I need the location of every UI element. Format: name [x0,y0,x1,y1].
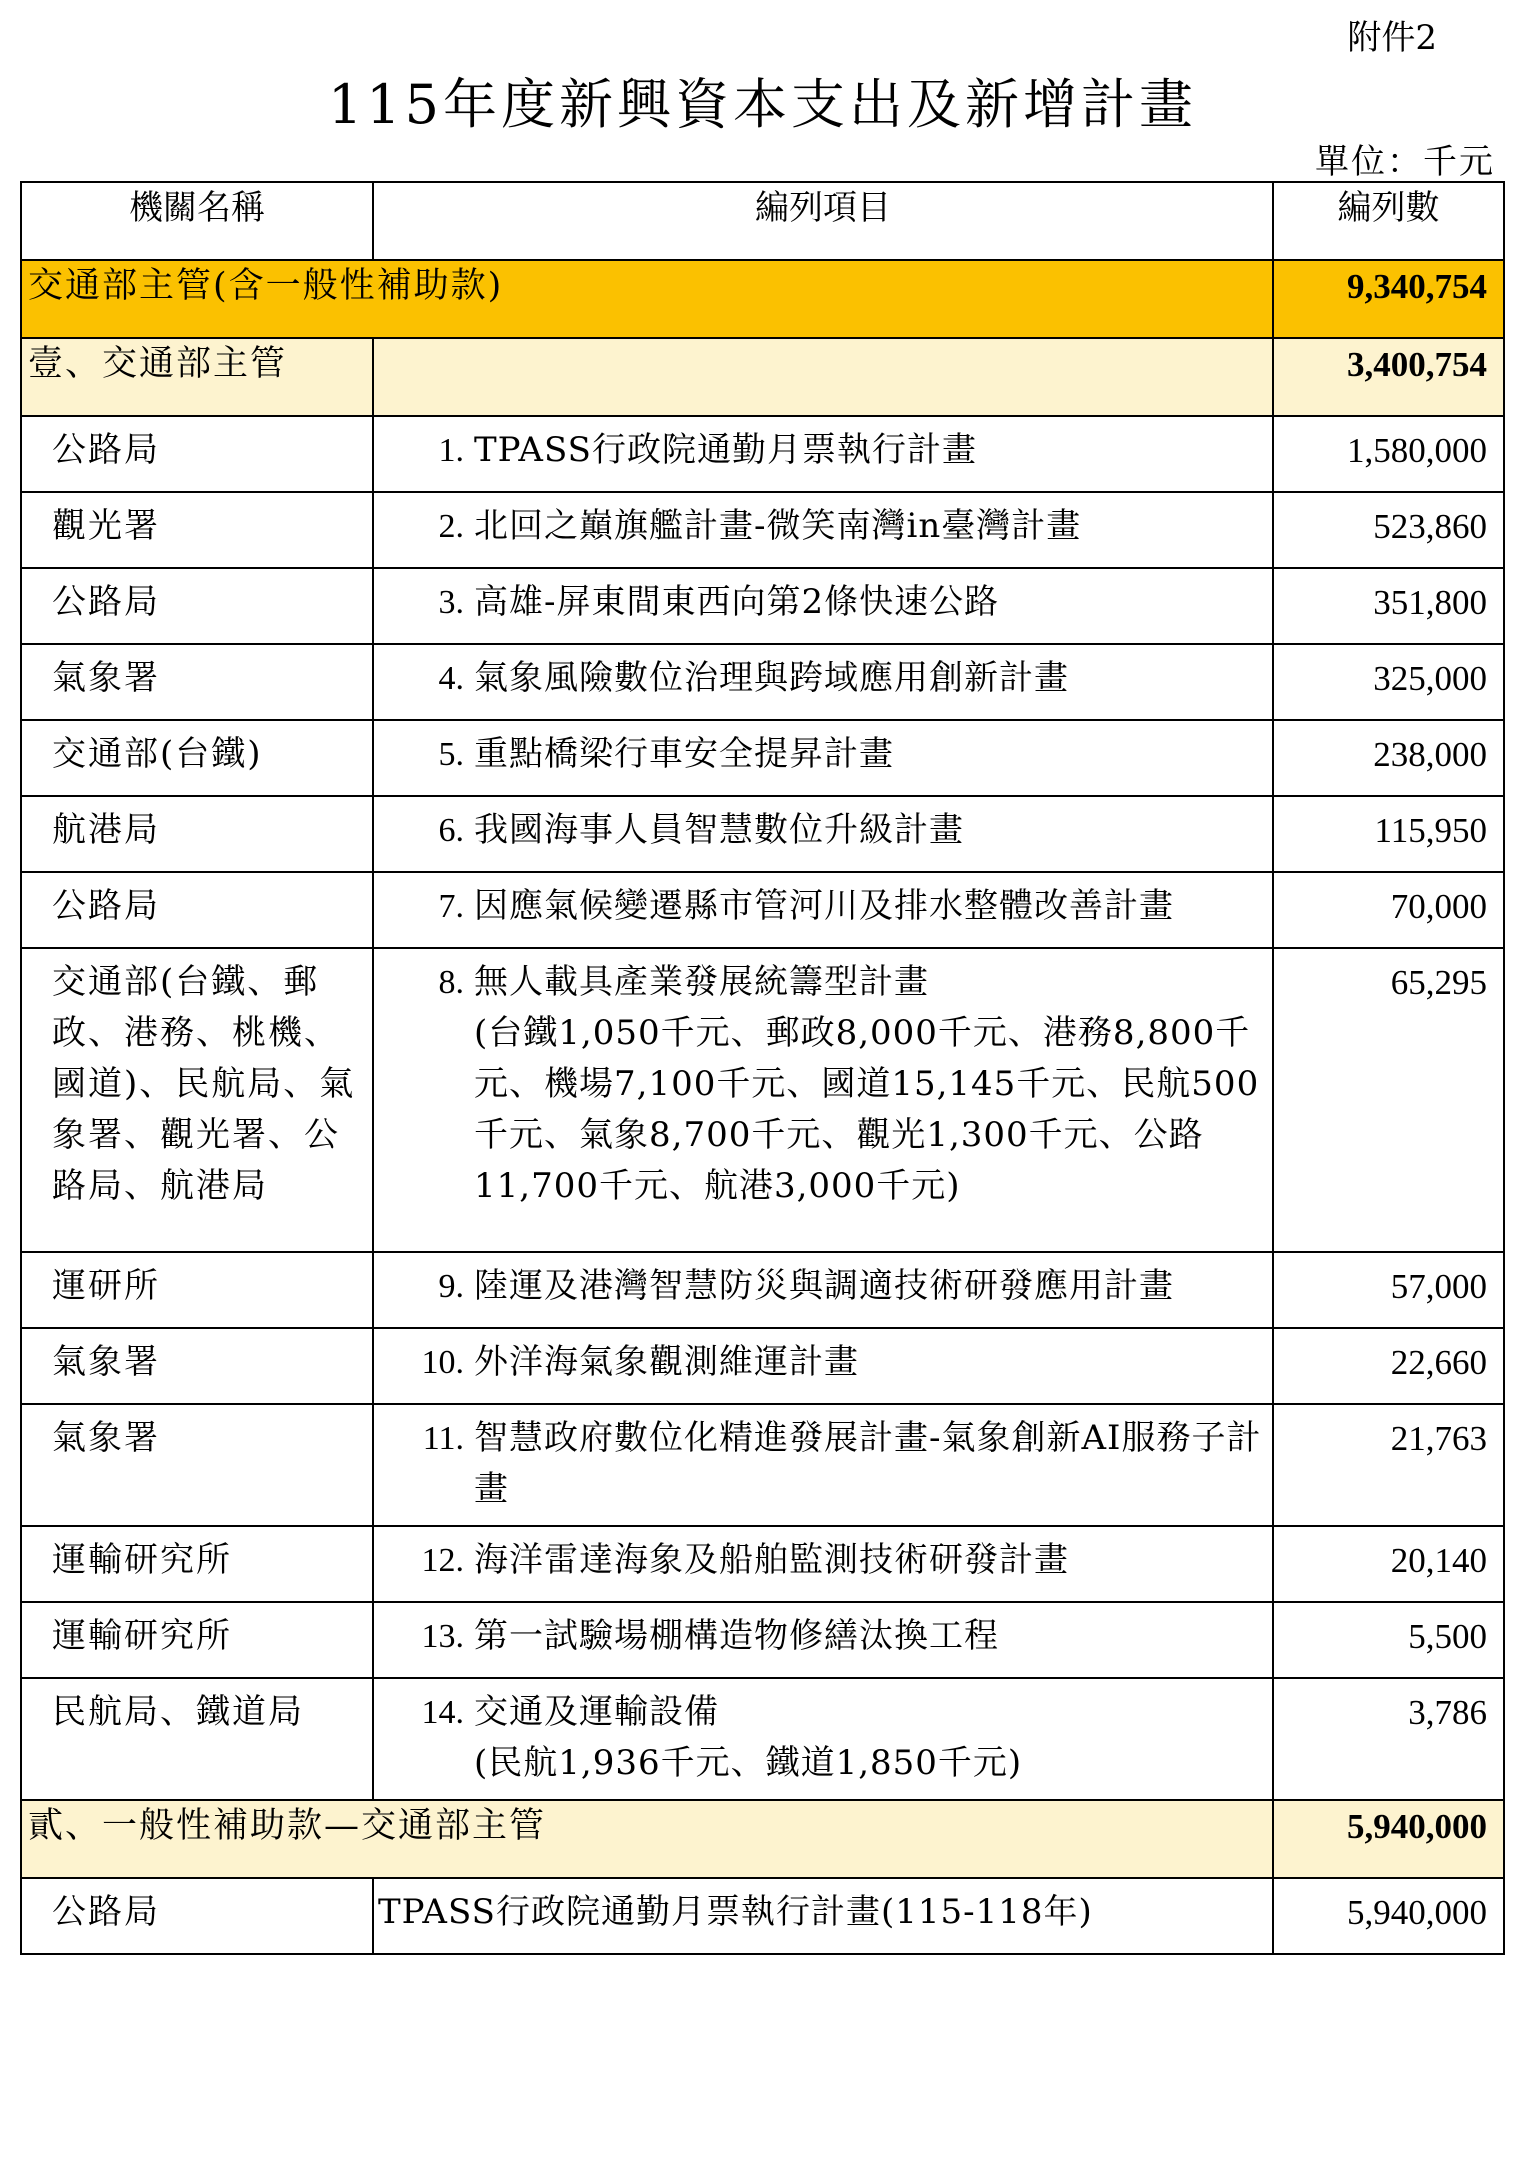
row-number: 12. [421,1542,464,1579]
total-row [21,260,1504,338]
row-number: 9. [438,1268,464,1305]
row-number: 8. [438,964,464,1001]
row-agency: 公路局 [21,1878,373,1954]
header-amount: 編列數 [1273,182,1504,260]
row-number: 6. [438,812,464,849]
row-item [373,720,1273,796]
row-item [373,1252,1273,1328]
table-row [21,568,1504,644]
row-amount: 65,295 [1273,948,1504,1252]
table-row [21,872,1504,948]
table-row [21,720,1504,796]
row-agency: 氣象署 [21,1328,373,1404]
row-item [373,948,1273,1252]
row-item [373,1602,1273,1678]
section1-amount: 3,400,754 [1273,338,1504,416]
table-row [21,1526,1504,1602]
row-item [373,1678,1273,1800]
row-item-title: 外洋海氣象觀測維運計畫 [474,1342,859,1382]
table-row [21,796,1504,872]
table-row [21,1878,1504,1954]
row-number: 7. [438,888,464,925]
row-item-title: 北回之巔旗艦計畫-微笑南灣in臺灣計畫 [474,506,1082,546]
row-item [373,872,1273,948]
row-agency: 公路局 [21,568,373,644]
row-number: 3. [438,584,464,621]
row-item-text [474,1413,1268,1515]
row-agency: 航港局 [21,796,373,872]
row-agency: 運輸研究所 [21,1602,373,1678]
table-row [21,948,1504,1252]
row-item-title: 氣象風險數位治理與跨域應用創新計畫 [474,658,1069,698]
row-item-text [474,501,1268,552]
row-item [373,492,1273,568]
row-item-text [474,957,1268,1212]
row-item-detail: (民航1,936千元、鐵道1,850千元) [474,1743,1023,1783]
row-agency: 運研所 [21,1252,373,1328]
table-row [21,1602,1504,1678]
row-amount: 325,000 [1273,644,1504,720]
row-item [373,416,1273,492]
row-amount: 115,950 [1273,796,1504,872]
page-title: 115年度新興資本支出及新增計畫 [327,73,1198,136]
row-agency: 公路局 [21,416,373,492]
row-item-text [474,729,1268,780]
table-row [21,1328,1504,1404]
row-item [373,1328,1273,1404]
row-number: 5. [438,736,464,773]
row-item: TPASS行政院通勤月票執行計畫(115-118年) [373,1878,1273,1954]
header-item: 編列項目 [373,182,1273,260]
table-row [21,416,1504,492]
row-item-title: 智慧政府數位化精進發展計畫-氣象創新AI服務子計畫 [474,1418,1262,1509]
table-row [21,1404,1504,1526]
row-amount: 21,763 [1273,1404,1504,1526]
budget-table [20,181,1505,1955]
row-item-title: 重點橋梁行車安全提昇計畫 [474,734,894,774]
row-agency: 運輸研究所 [21,1526,373,1602]
attachment-label: 附件2 [1347,18,1437,58]
row-number: 14. [421,1694,464,1731]
row-item-title: 第一試驗場棚構造物修繕汰換工程 [474,1616,999,1656]
table-row [21,644,1504,720]
row-amount: 5,940,000 [1273,1878,1504,1954]
table-row [21,1678,1504,1800]
table-row [21,492,1504,568]
row-item-title: TPASS行政院通勤月票執行計畫 [474,430,977,470]
row-item-text [474,1611,1268,1662]
row-amount: 351,800 [1273,568,1504,644]
unit-label: 單位：千元 [1315,142,1495,182]
row-item-text [474,425,1268,476]
row-item-title: 交通及運輸設備 [474,1692,719,1732]
row-item [373,1526,1273,1602]
row-amount: 523,860 [1273,492,1504,568]
row-agency: 氣象署 [21,1404,373,1526]
row-item-title: 我國海事人員智慧數位升級計畫 [474,810,964,850]
row-item-text [474,653,1268,704]
row-amount: 70,000 [1273,872,1504,948]
section1-empty [373,338,1273,416]
total-amount: 9,340,754 [1273,260,1504,338]
section2-label: 貳、一般性補助款—交通部主管 [21,1800,1273,1878]
row-amount: 5,500 [1273,1602,1504,1678]
row-item-title: 陸運及港灣智慧防災與調適技術研發應用計畫 [474,1266,1174,1306]
row-number: 2. [438,508,464,545]
row-item [373,644,1273,720]
row-amount: 3,786 [1273,1678,1504,1800]
row-item-title: 海洋雷達海象及船舶監測技術研發計畫 [474,1540,1069,1580]
row-amount: 22,660 [1273,1328,1504,1404]
section1-label: 壹、交通部主管 [21,338,373,416]
row-agency: 觀光署 [21,492,373,568]
row-item-text [474,1687,1268,1789]
row-item-text [474,1535,1268,1586]
row-item [373,1404,1273,1526]
row-item-title: 無人載具產業發展統籌型計畫 [474,962,929,1002]
row-item-text [474,577,1268,628]
table-row [21,1252,1504,1328]
row-item-text [474,1337,1268,1388]
section2-row [21,1800,1504,1878]
row-amount: 238,000 [1273,720,1504,796]
row-agency: 交通部(台鐵、郵政、港務、桃機、國道)、民航局、氣象署、觀光署、公路局、航港局 [21,948,373,1252]
row-amount: 1,580,000 [1273,416,1504,492]
row-item [373,796,1273,872]
row-item-text [474,1261,1268,1312]
row-number: 10. [421,1344,464,1381]
row-item-text [474,805,1268,856]
row-item [373,568,1273,644]
row-agency: 公路局 [21,872,373,948]
row-agency: 氣象署 [21,644,373,720]
section1-row [21,338,1504,416]
header-agency: 機關名稱 [21,182,373,260]
section2-amount: 5,940,000 [1273,1800,1504,1878]
row-number: 1. [438,432,464,469]
row-amount: 57,000 [1273,1252,1504,1328]
table-header-row [21,182,1504,260]
row-amount: 20,140 [1273,1526,1504,1602]
row-item-title: 高雄-屏東間東西向第2條快速公路 [474,582,1000,622]
row-item-detail: (台鐵1,050千元、郵政8,000千元、港務8,800千元、機場7,100千元、國道15,145千元、民航500千元、氣象8,700千元、觀光1,300千元、公路11,700千元、航港3,000千元) [474,1013,1260,1206]
row-item-title: 因應氣候變遷縣市管河川及排水整體改善計畫 [474,886,1174,926]
row-number: 13. [421,1618,464,1655]
row-item-text [474,881,1268,932]
total-label: 交通部主管(含一般性補助款) [21,260,1273,338]
row-agency: 民航局、鐵道局 [21,1678,373,1800]
row-number: 4. [438,660,464,697]
row-number: 11. [422,1420,464,1457]
row-agency: 交通部(台鐵) [21,720,373,796]
